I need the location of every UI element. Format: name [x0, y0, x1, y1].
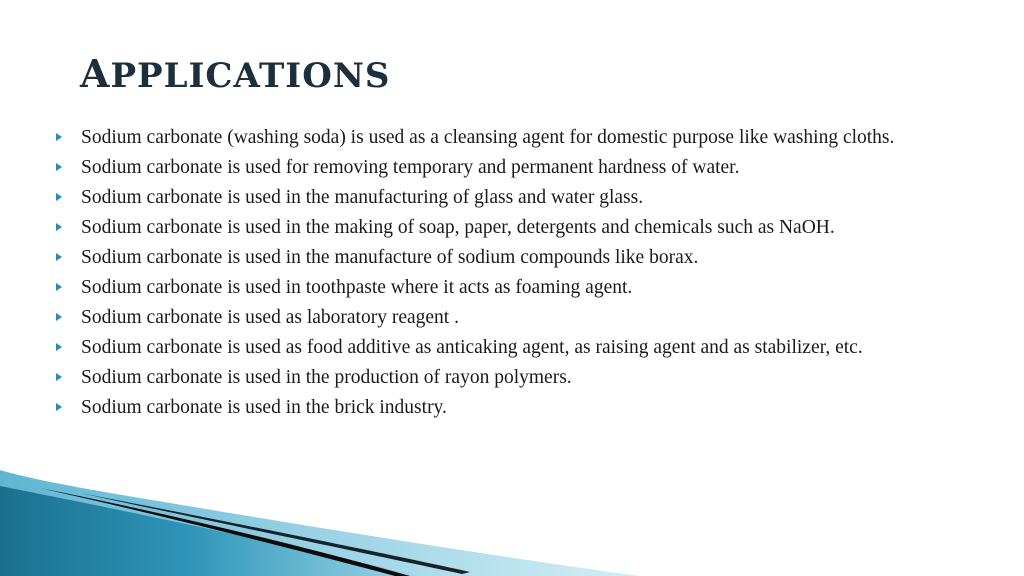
bullet-item — [56, 365, 980, 390]
bullet-text: Sodium carbonate is used as food additive as anticaking agent, as raising agent and as stabilizer, etc. — [81, 337, 863, 358]
bullet-text: Sodium carbonate is used as laboratory reagent . — [81, 307, 459, 328]
title-initial: A — [80, 51, 111, 96]
bullet-item — [56, 185, 980, 210]
bullet-arrow-icon — [56, 133, 62, 141]
wave-dark-stripe — [80, 493, 470, 574]
bullet-arrow-icon — [56, 283, 62, 291]
wave-black-stripe — [40, 488, 410, 576]
bullet-arrow-icon — [56, 343, 62, 351]
bullet-item — [56, 215, 980, 240]
bullet-item — [56, 155, 980, 180]
bullet-arrow-icon — [56, 223, 62, 231]
bullet-item — [56, 395, 980, 420]
bullet-item — [56, 125, 980, 150]
wave-main-band — [0, 486, 420, 576]
wave-light-band — [0, 470, 640, 576]
bullet-text: Sodium carbonate is used in the making of soap, paper, detergents and chemicals such as NaOH. — [81, 217, 835, 238]
bullet-arrow-icon — [56, 163, 62, 171]
bullet-arrow-icon — [56, 373, 62, 381]
page-title — [80, 52, 390, 98]
bullet-arrow-icon — [56, 313, 62, 321]
bullet-text: Sodium carbonate is used in toothpaste where it acts as foaming agent. — [81, 277, 633, 298]
bullet-text: Sodium carbonate is used in the manufacturing of glass and water glass. — [81, 187, 644, 208]
bullet-item — [56, 245, 980, 270]
bullet-text: Sodium carbonate is used in the production of rayon polymers. — [81, 367, 572, 388]
bullet-item — [56, 275, 980, 300]
bullet-list — [56, 125, 980, 425]
bullet-text: Sodium carbonate (washing soda) is used as a cleansing agent for domestic purpose like washing cloths. — [81, 127, 895, 148]
bullet-text: Sodium carbonate is used for removing temporary and permanent hardness of water. — [81, 157, 740, 178]
bullet-text: Sodium carbonate is used in the brick industry. — [81, 397, 447, 418]
bullet-arrow-icon — [56, 253, 62, 261]
bullet-item — [56, 335, 980, 360]
title-rest: PPLICATIONS — [110, 56, 391, 96]
bullet-item — [56, 305, 980, 330]
bullet-arrow-icon — [56, 193, 62, 201]
bullet-arrow-icon — [56, 403, 62, 411]
bullet-text: Sodium carbonate is used in the manufacture of sodium compounds like borax. — [81, 247, 699, 268]
